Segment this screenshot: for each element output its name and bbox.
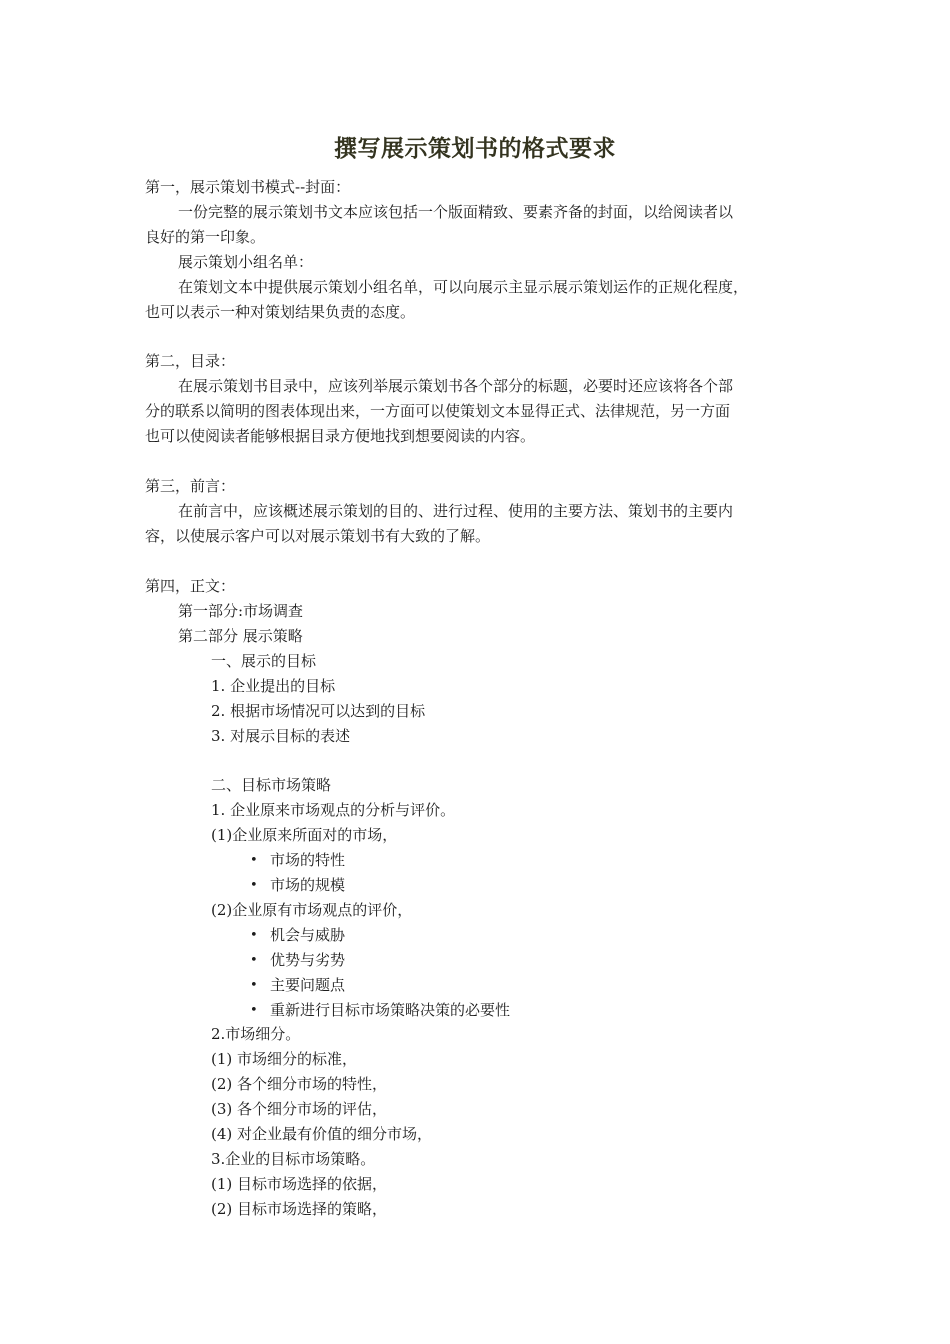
part-heading: 第二部分 展示策略	[178, 627, 303, 645]
outline-item: (1) 目标市场选择的依据，	[211, 1175, 388, 1193]
paragraph-line: 在策划文本中提供展示策划小组名单，可以向展示主显示展示策划运作的正规化程度，	[178, 278, 749, 296]
subheading-team-list: 展示策划小组名单：	[178, 253, 314, 271]
paragraph-line: 在前言中，应该概述展示策划的目的、进行过程、使用的主要方法、策划书的主要内	[178, 502, 734, 520]
bullet-item: 市场的规模	[270, 876, 346, 894]
section-body-heading: 第四，正文：	[145, 577, 236, 595]
outline-item: (1)企业原来所面对的市场，	[211, 826, 398, 844]
outline-item: (2) 各个细分市场的特性，	[211, 1075, 388, 1093]
outline-item: 2.市场细分。	[211, 1025, 301, 1043]
bullet-dot-icon: •	[250, 853, 258, 868]
outline-item: 3.企业的目标市场策略。	[211, 1150, 376, 1168]
bullet-dot-icon: •	[250, 953, 258, 968]
outline-item: 一、展示的目标	[211, 652, 317, 670]
outline-item: (2) 目标市场选择的策略，	[211, 1200, 388, 1218]
outline-item: 1. 企业提出的目标	[211, 677, 336, 695]
paragraph-line: 分的联系以简明的图表体现出来，一方面可以使策划文本显得正式、法律规范，另一方面	[145, 402, 731, 420]
paragraph-line: 也可以表示一种对策划结果负责的态度。	[145, 303, 416, 321]
outline-item: (4) 对企业最有价值的细分市场，	[211, 1125, 433, 1143]
outline-item: (3) 各个细分市场的评估，	[211, 1100, 388, 1118]
bullet-dot-icon: •	[250, 1003, 258, 1018]
outline-item: 二、目标市场策略	[211, 776, 332, 794]
bullet-item: 主要问题点	[270, 976, 346, 994]
part-heading: 第一部分:市场调查	[178, 602, 304, 620]
section-preface-heading: 第三，前言：	[145, 477, 236, 495]
paragraph-line: 一份完整的展示策划书文本应该包括一个版面精致、要素齐备的封面，以给阅读者以	[178, 203, 734, 221]
bullet-dot-icon: •	[250, 978, 258, 993]
paragraph-line: 也可以使阅读者能够根据目录方便地找到想要阅读的内容。	[145, 427, 536, 445]
paragraph-line: 容，以使展示客户可以对展示策划书有大致的了解。	[145, 527, 491, 545]
bullet-dot-icon: •	[250, 878, 258, 893]
bullet-item: 机会与威胁	[270, 926, 346, 944]
outline-item: (2)企业原有市场观点的评价，	[211, 901, 413, 919]
document-title: 撰写展示策划书的格式要求	[334, 135, 616, 162]
outline-item: 3. 对展示目标的表述	[211, 727, 351, 745]
outline-item: (1) 市场细分的标准，	[211, 1050, 358, 1068]
outline-item: 2. 根据市场情况可以达到的目标	[211, 702, 426, 720]
bullet-item: 市场的特性	[270, 851, 346, 869]
outline-item: 1. 企业原来市场观点的分析与评价。	[211, 801, 456, 819]
paragraph-line: 在展示策划书目录中，应该列举展示策划书各个部分的标题，必要时还应该将各个部	[178, 377, 734, 395]
bullet-item: 优势与劣势	[270, 951, 346, 969]
section-cover-heading: 第一，展示策划书模式--封面：	[145, 178, 351, 196]
bullet-dot-icon: •	[250, 928, 258, 943]
paragraph-line: 良好的第一印象。	[145, 228, 266, 246]
section-toc-heading: 第二，目录：	[145, 352, 236, 370]
bullet-item: 重新进行目标市场策略决策的必要性	[270, 1001, 511, 1019]
